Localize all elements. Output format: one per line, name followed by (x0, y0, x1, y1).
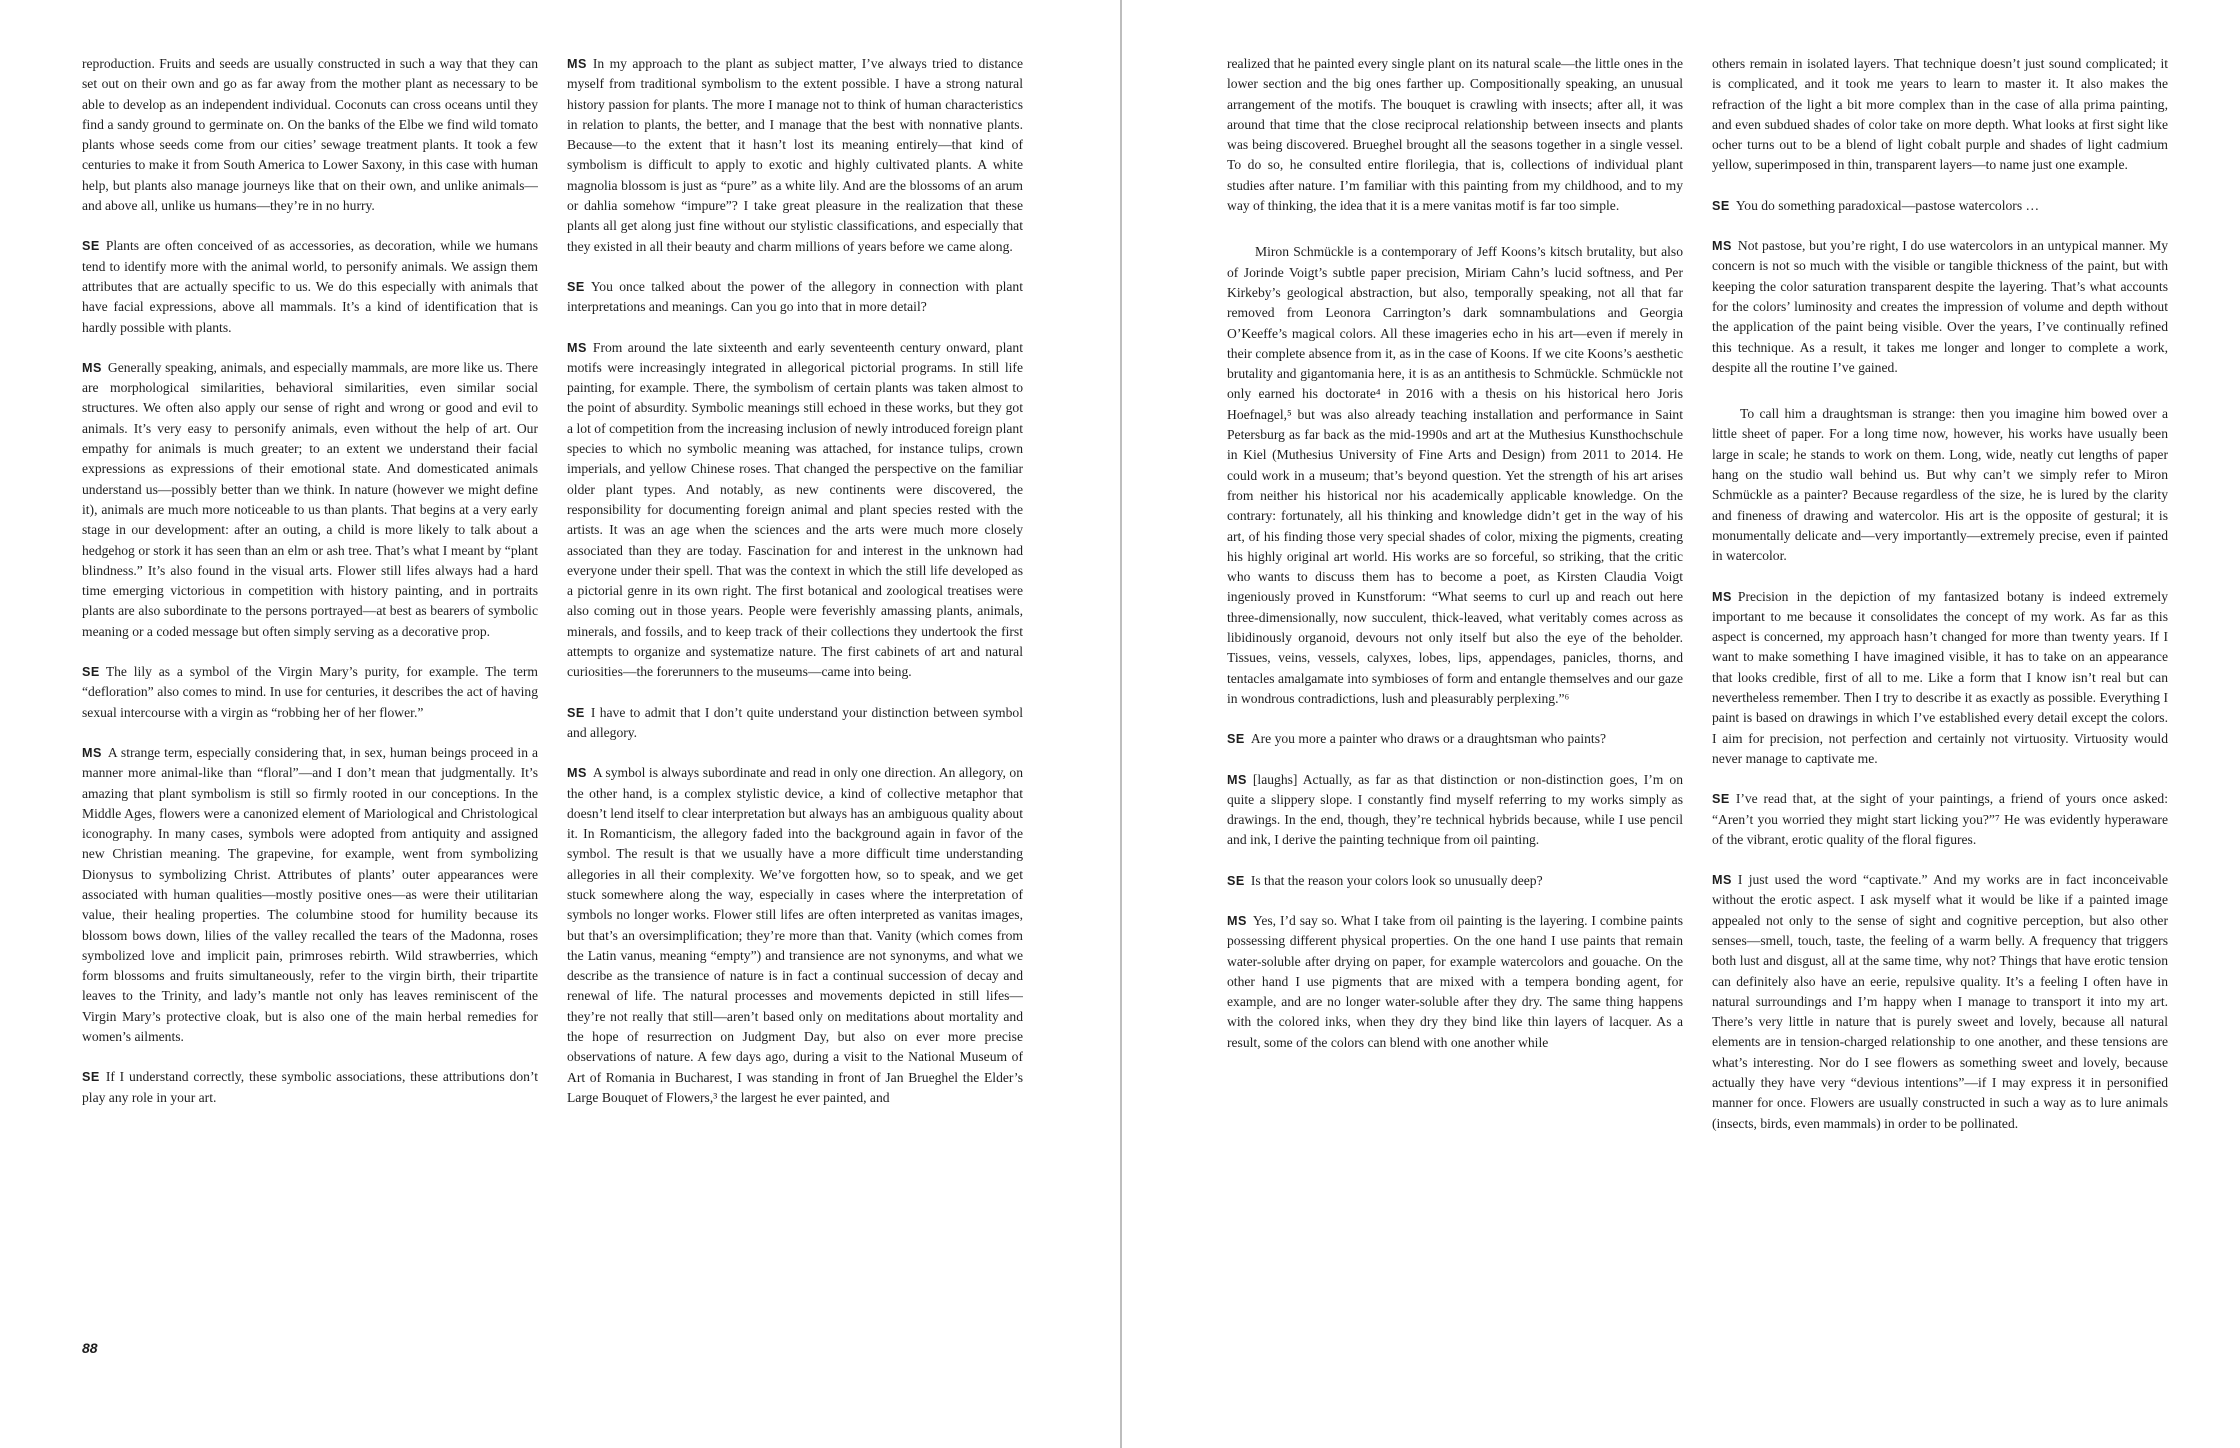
speaker-initials: MS (82, 360, 102, 375)
interview-paragraph (1712, 870, 2168, 1134)
interview-paragraph (82, 358, 538, 642)
paragraph-text: In my approach to the plant as subject matter, I’ve always tried to distance myself from traditional symbolism to the extent possible. I have a strong natural history passion for plants. The more I manage not to think of human characteristics in relation to plants, the better, and I manage that the best with nonnative plants. Because—to the extent that it hasn’t lost its meaning entirely—that kind of symbolism is difficult to apply to exotic and highly cultivated plants. A white magnolia blossom is just as “pure” as a white lily. And are the blossoms of an arum or dahlia somehow “impure”? I take great pleasure in the realization that these plants all get along just fine without our stylistic classifications, and especially that they existed in all their beauty and charm millions of years before we came along. (567, 56, 1023, 254)
text-column-4 (1712, 54, 2168, 1344)
paragraph-text: [laughs] Actually, as far as that distinction or non-distinction goes, I’m on quite a slippery slope. I constantly find myself referring to my works simply as drawings. In the end, though, they’re technical hybrids because, while I use pencil and ink, I derive the painting technique from oil painting. (1227, 771, 1683, 848)
interview-paragraph (1712, 236, 2168, 378)
page-gutter (1120, 0, 1122, 1448)
interview-paragraph (82, 236, 538, 337)
paragraph-text: The lily as a symbol of the Virgin Mary’s purity, for example. The term “defloration” also comes to mind. In use for centuries, it describes the act of having sexual intercourse with a virgin as “robbing her of her flower.” (82, 664, 538, 720)
speaker-initials: SE (82, 665, 100, 680)
interview-paragraph (82, 662, 538, 723)
speaker-initials: SE (1227, 873, 1245, 888)
speaker-initials: MS (82, 745, 102, 760)
interview-paragraph (1227, 871, 1683, 891)
speaker-initials: MS (1227, 913, 1247, 928)
paragraph-text: Generally speaking, animals, and especially mammals, are more like us. There are morphological similarities, behavioral similarities, even similar social structures. We often also apply our sense of right and wrong or good and evil to animals. It’s very easy to personify animals, even without the help of art. Our empathy for animals is much greater; to an extent we understand their facial expressions as expressions of their emotional state. And domesticated animals understand us—possibly better than we think. In nature (however we might define it), animals are much more noticeable to us than plants. That begins at a very early stage in our development: after an outing, a child is more likely to talk about a hedgehog or stork it has seen than an elm or ash tree. That’s what I meant by “plant blindness.” It’s also found in the visual arts. Flower still lifes always had a hard time emerging victorious in competition with history painting, and in portraits plants are also subordinate to the persons portrayed—at best as bearers of symbolic meaning or a coded message but often simply serving as a decorative prop. (82, 359, 538, 639)
paragraph-text: Is that the reason your colors look so unusually deep? (1250, 872, 1543, 888)
interview-paragraph (1227, 911, 1683, 1053)
speaker-initials: MS (567, 766, 587, 781)
body-paragraph (1712, 404, 2168, 566)
paragraph-text: reproduction. Fruits and seeds are usually constructed in such a way that they can set out on their own and go as far away from the mother plant as necessary to be able to develop as an independent individual. Coconuts can cross oceans until they find a sandy ground to germinate on. On the banks of the Elbe we find wild tomato plants whose seeds come from our cities’ sewage treatment plants. It took a few centuries to make it from South America to Lower Saxony, in this case with human help, but plants also manage journeys like that on their own, and unlike animals—and above all, unlike us humans—they’re in no hurry. (82, 56, 538, 214)
paragraph-text: A strange term, especially considering that, in sex, human beings proceed in a manner more animal-like than “floral”—and I don’t mean that judgmentally. It’s amazing that plant symbolism is still so firmly rooted in our conceptions. In the Middle Ages, flowers were a canonized element of Mariological and Christological iconography. In many cases, symbols were adopted from antiquity and assigned new Christian meaning. The grapevine, for example, went from symbolizing Dionysus to symbolizing Christ. Attributes of plants’ outer appearances were associated with human qualities—mostly positive ones—as were their utilitarian value, their healing properties. The columbine stood for humility because its blossom bows down, lilies of the valley recalled the tears of the Madonna, roses symbolized love and implicit pain, primroses rebirth. Wild strawberries, which form blossoms and fruits simultaneously, refer to the virgin birth, their tripartite leaves to the Trinity, and lady’s mantle not only has leaves reminiscent of the Virgin Mary’s protective cloak, but is also one of the main herbal remedies for women’s ailments. (82, 744, 538, 1045)
interview-paragraph (1712, 196, 2168, 216)
paragraph-text: others remain in isolated layers. That technique doesn’t just sound complicated; it is complicated, and it took me years to learn to master it. It also makes the refraction of the light a bit more complex than in the case of alla prima painting, and even subdued shades of color take on more depth. What looks at first sight like ocher turns out to be a blend of light cobalt purple and shades of light cadmium yellow, superimposed in thin, transparent layers—to name just one example. (1712, 56, 2168, 173)
interview-paragraph (1712, 789, 2168, 850)
interview-paragraph (567, 703, 1023, 744)
interview-paragraph (567, 54, 1023, 257)
speaker-initials: SE (1712, 792, 1730, 807)
body-paragraph (1712, 54, 2168, 176)
speaker-initials: SE (1712, 198, 1730, 213)
speaker-initials: SE (1227, 732, 1245, 747)
page-number: 88 (82, 1340, 98, 1356)
paragraph-text: Are you more a painter who draws or a draughtsman who paints? (1250, 731, 1607, 747)
speaker-initials: MS (567, 57, 587, 71)
paragraph-text: I’ve read that, at the sight of your paintings, a friend of yours once asked: “Aren’t you worried they might start licking you?”⁷ He was evidently hyperaware of the vibrant, erotic quality of the floral figures. (1712, 791, 2168, 847)
paragraph-text: Miron Schmückle is a contemporary of Jeff Koons’s kitsch brutality, but also of Jorinde Voigt’s subtle paper precision, Miriam Cahn’s lucid softness, and Per Kirkeby’s geological abstraction, but also, temporally speaking, not all that far removed from Leonora Carrington’s dark somnambulations and Georgia O’Keeffe’s magical colors. All these imageries echo in his art—even if merely in their complete absence from it, as in the case of Koons. If we cite Koons’s aesthetic brutality and gigantomania here, it is as an antithesis to Schmückle. Schmückle not only earned his doctorate⁴ in 2016 with a thesis on his historical hero Joris Hoefnagel,⁵ but was also already teaching installation and performance in Saint Petersburg as far back as the mid-1990s and art at the Muthesius Kunsthochschule in Kiel (Muthesius University of Fine Arts and Design) from 2011 to 2014. He could work in a museum; that’s beyond question. Yet the strength of his art arises from neither his historical nor his academically applicable knowledge. On the contrary: fortunately, all his thinking and knowledge didn’t get in the way of his art, of his finding those very special shades of color, mixing the pigments, creating his highly original art world. His works are so forceful, so striking, that the critic who wants to discuss them has to become a poet, as Kirsten Claudia Voigt ingeniously proved in Kunstforum: “What seems to curl up and reach out here three-dimensionally, now succulent, thick-leaved, what veritably comes across as libidinously organoid, devours not only itself but also the eye of the beholder. Tissues, veins, vessels, calyxes, lobes, lips, appendages, panicles, thorns, and tentacles amalgamate into symbioses of form and entangle themselves and our gaze in wondrous contradictions, lush and pleasurably perplexing.”⁶ (1227, 244, 1683, 706)
paragraph-text: You once talked about the power of the allegory in connection with plant interpretations and meanings. Can you go into that in more detail? (567, 278, 1023, 315)
speaker-initials: SE (567, 705, 585, 720)
paragraph-text: realized that he painted every single plant on its natural scale—the little ones in the lower section and the big ones farther up. Compositionally speaking, an unusual arrangement of the motifs. The bouquet is crawling with insects; after all, it was around that time that the close reciprocal relationship between insects and plants was being discovered. Brueghel brought all the seasons together in a single vessel. To do so, he consulted entire florilegia, that is, collections of individual plant studies after nature. I’m familiar with this painting from my childhood, and to my way of thinking, the idea that it is a mere vanitas motif is far too simple. (1227, 56, 1683, 214)
speaker-initials: SE (567, 279, 585, 294)
paragraph-text: Yes, I’d say so. What I take from oil painting is the layering. I combine paints possessing different physical properties. On the one hand I use paints that remain water-soluble after drying on paper, for example watercolors and gouache. On the other hand I use pigments that are mixed with a tempera bonding agent, for example, and are no longer water-soluble after they dry. The same thing happens with the colored inks, when they dry they bind like thin layers of lacquer. As a result, some of the colors can blend with one another while (1227, 912, 1683, 1050)
interview-paragraph (82, 743, 538, 1047)
paragraph-text: Precision in the depiction of my fantasized botany is indeed extremely important to me because it consolidates the concept of my work. As far as this aspect is concerned, my approach hasn’t changed for more than twenty years. If I want to make something I have imagined visible, it has to take on an appearance that looks credible, first of all to me. Like a form that I know isn’t real but can nevertheless remember. Then I try to describe it as exactly as possible. Everything I paint is based on drawings in which I’ve established every detail except the colors. I aim for precision, not perfection and certainly not virtuosity. Virtuosity would never manage to captivate me. (1712, 588, 2168, 766)
text-column-3 (1227, 54, 1683, 1344)
text-column-1 (82, 54, 538, 1344)
paragraph-text: Not pastose, but you’re right, I do use watercolors in an untypical manner. My concern is not so much with the visible or tangible thickness of the paint, but with keeping the color saturation transparent despite the layering. That’s what accounts for the colors’ luminosity and creates the impression of volume and depth without the application of the paint being visible. Over the years, I’ve continually refined this technique. As a result, it takes me longer and longer to complete a work, despite all the routine I’ve gained. (1712, 238, 2168, 375)
paragraph-text: I just used the word “captivate.” And my works are in fact inconceivable without the erotic aspect. I ask myself what it would be like if a painted image appealed not only to the sense of sight and cognitive perception, but also other senses—smell, touch, taste, the feeling of a warm belly. A frequency that triggers both lust and disgust, all at the same time, why not? Things that have erotic tension can definitely also have an eerie, repulsive quality. It’s a feeling I often have in natural surroundings and I’m happy when I manage to transport it into my art. There’s very little in nature that is purely sweet and lovely, because all natural elements are in tension-charged relationship to one another, and these tensions are what’s interesting. Nor do I see flowers as something sweet and lovely, because actually they have very “devious intentions”—if I may express it in personified manner for once. Flowers are usually constructed in such a way as to lure animals (insects, birds, even mammals) in order to be pollinated. (1712, 872, 2168, 1131)
speaker-initials: MS (1712, 873, 1732, 888)
speaker-initials: MS (1712, 239, 1732, 254)
speaker-initials: SE (82, 239, 100, 254)
interview-paragraph (82, 1067, 538, 1108)
paragraph-text: You do something paradoxical—pastose watercolors … (1735, 197, 2040, 213)
speaker-initials: SE (82, 1070, 100, 1085)
body-paragraph (1227, 242, 1683, 709)
interview-paragraph (567, 277, 1023, 318)
text-column-2 (567, 54, 1023, 1344)
paragraph-text: A symbol is always subordinate and read in only one direction. An allegory, on the other hand, is a complex stylistic device, a kind of collective metaphor that doesn’t lend itself to clear interpretation but always has an ambiguous quality about it. In Romanticism, the allegory faded into the background again in favor of the symbol. The result is that we usually have a more difficult time understanding allegories in all their complexity. We’ve forgotten how, so to speak, and we get stuck somewhere along the way, especially in cases where the interpretation of symbols no longer works. Flower still lifes are often interpreted as vanitas images, but that’s an oversimplification; they’re more than that. Vanity (which comes from the Latin vanus, meaning “empty”) and transience are not synonyms, and what we describe as the transience of nature is in fact a continual succession of decay and renewal of life. The natural processes and movements depicted in still lifes—they’re not really that still—aren’t based only on meditations about mortality and the hope of resurrection on Judgment Day, but also on ever more precise observations of nature. A few days ago, during a visit to the National Museum of Art of Romania in Bucharest, I was standing in front of Jan Brueghel the Elder’s Large Bouquet of Flowers,³ the largest he ever painted, and (567, 765, 1023, 1105)
speaker-initials: MS (1227, 772, 1247, 787)
paragraph-text: From around the late sixteenth and early seventeenth century onward, plant motifs were increasingly integrated in allegorical pictorial programs. In still life painting, for example. There, the symbolism of certain plants was taken almost to the point of absurdity. Symbolic meanings still echoed in these works, but they got a lot of competition from the increasing inclusion of newly introduced foreign plant species to which no symbolic meaning was attached, for instance tulips, crown imperials, and yellow Chinese roses. That changed the perspective on the familiar older plant types. And notably, as new continents were discovered, the responsibility for documenting foreign animal and plant species rested with the artists. It was an age when the sciences and the arts were much more closely associated than they are today. Fascination for and interest in the unknown had everyone under their spell. That was the context in which the still life developed as a pictorial genre in its own right. The first botanical and zoological treatises were also coming out in those years. People were feverishly amassing plants, animals, minerals, and fossils, and to keep track of their collections they undertook the first attempts to organize and systematize nature. The first cabinets of art and natural curiosities—the forerunners to the museums—came into being. (567, 339, 1023, 680)
speaker-initials: MS (1712, 589, 1732, 604)
paragraph-text: To call him a draughtsman is strange: then you imagine him bowed over a little sheet of paper. For a long time now, however, his works have usually been large in scale; he stands to work on them. Long, wide, neatly cut lengths of paper hang on the studio wall behind us. But why can’t we simply refer to Miron Schmückle as a painter? Because regardless of the size, he is lured by the clarity and fineness of drawing and watercolor. His art is the opposite of gestural; it is monumentally delicate and—very importantly—extremely precise, even if painted in watercolor. (1712, 406, 2168, 564)
interview-paragraph (567, 338, 1023, 683)
speaker-initials: MS (567, 340, 587, 355)
paragraph-text: I have to admit that I don’t quite understand your distinction between symbol and allegory. (567, 704, 1023, 740)
interview-paragraph (1227, 729, 1683, 749)
body-paragraph (82, 54, 538, 216)
interview-paragraph (567, 763, 1023, 1108)
body-paragraph (1227, 54, 1683, 216)
paragraph-text: Plants are often conceived of as accessories, as decoration, while we humans tend to identify more with the animal world, to personify animals. We assign them attributes that are actually specific to us. We do this especially with animals that have facial expressions, above all mammals. It’s a kind of identification that is hardly possible with plants. (82, 238, 538, 335)
paragraph-text: If I understand correctly, these symbolic associations, these attributions don’t play any role in your art. (82, 1069, 538, 1105)
interview-paragraph (1227, 770, 1683, 851)
interview-paragraph (1712, 587, 2168, 770)
